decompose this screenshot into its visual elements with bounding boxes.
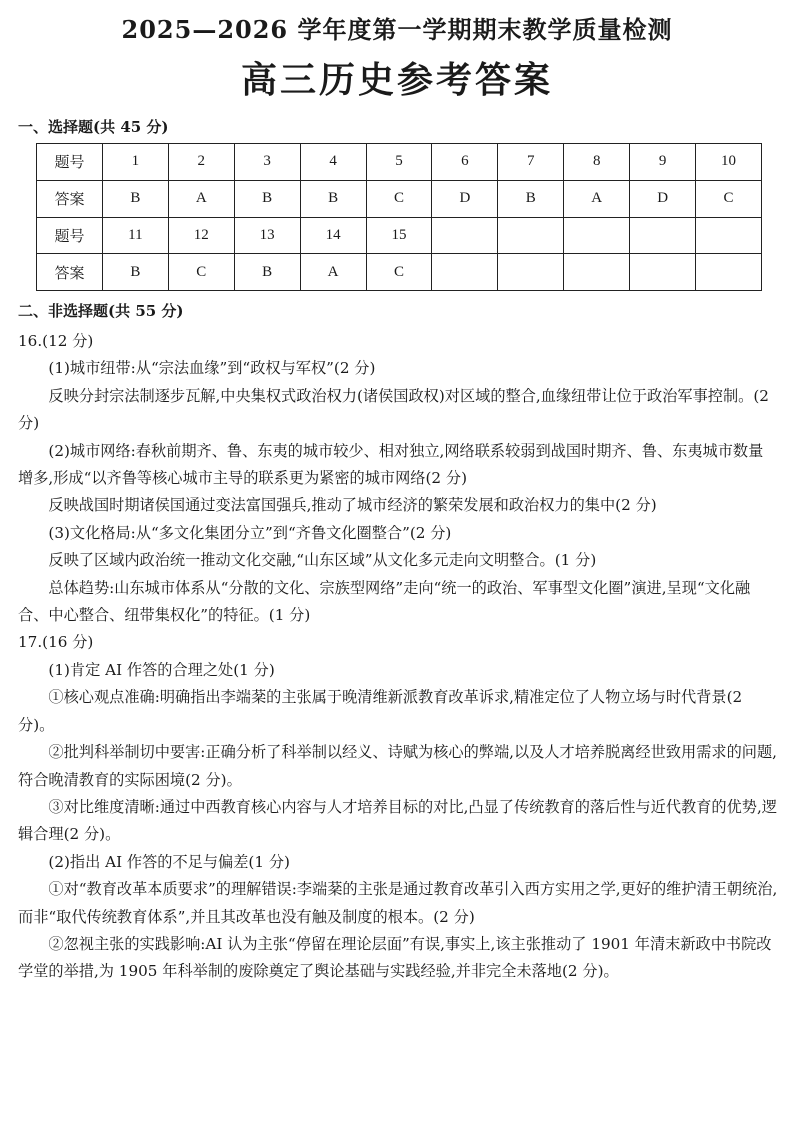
section-heading-nonchoice: 二、非选择题(共 55 分) <box>18 302 184 320</box>
table-cell: B <box>102 254 168 291</box>
answer-paragraph: ②批判科举制切中要害:正确分析了科举制以经义、诗赋为核心的弊端,以及人才培养脱离经世致用需求的问题,符合晚清教育的实际困境(2 分)。 <box>18 743 777 789</box>
table-cell: C <box>696 180 762 217</box>
answer-key-title: 高三历史参考答案 <box>240 59 553 101</box>
table-cell: A <box>168 180 234 217</box>
answer-paragraph: ①核心观点准确:明确指出李端棻的主张属于晚清维新派教育改革诉求,精准定位了人物立场与时代背景(2 分)。 <box>18 688 743 734</box>
table-cell <box>564 217 630 254</box>
table-cell: D <box>432 180 498 217</box>
answer-paragraph: ②忽视主张的实践影响:AI 认为主张“停留在理论层面”有误,事实上,该主张推动了 1901 年清末新政中书院改学堂的举措,为 1905 年科举制的废除奠定了舆论基础与实践经验,并非完全未落地(2 分)。 <box>18 934 772 981</box>
table-cell: D <box>630 180 696 217</box>
table-cell: 12 <box>168 217 234 254</box>
answer-paragraph: ①对“教育改革本质要求”的理解错误:李端棻的主张是通过教育改革引入西方实用之学,更好的维护清王朝统治,而非“取代传统教育体系”,并且其改革也没有触及制度的根本。(2 分) <box>18 880 778 926</box>
table-cell: 1 <box>102 144 168 181</box>
row-label: 答案 <box>37 180 103 217</box>
answer-paragraph: (2)城市网络:春秋前期齐、鲁、东夷的城市较少、相对独立,网络联系较弱到战国时期齐、鲁、东夷城市数量增多,形成“以齐鲁等核心城市主导的联系更为紧密的城市网络(2 分) <box>18 441 764 488</box>
table-cell: 14 <box>300 217 366 254</box>
table-cell: 11 <box>102 217 168 254</box>
table-cell <box>630 254 696 291</box>
question-number: 17.(16 分) <box>18 633 94 652</box>
answer-paragraph: (1)肯定 AI 作答的合理之处(1 分) <box>48 660 275 679</box>
table-cell: C <box>366 254 432 291</box>
row-label: 题号 <box>37 144 103 181</box>
table-row <box>37 254 762 291</box>
table-cell: 9 <box>630 144 696 181</box>
answer-paragraph: 反映战国时期诸侯国通过变法富国强兵,推动了城市经济的繁荣发展和政治权力的集中(2 分) <box>48 496 657 515</box>
exam-title: 2025—2026 学年度第一学期期末教学质量检测 <box>121 15 673 44</box>
table-cell: C <box>366 180 432 217</box>
table-cell: 2 <box>168 144 234 181</box>
table-cell <box>432 254 498 291</box>
table-cell: 7 <box>498 144 564 181</box>
table-cell: 3 <box>234 144 300 181</box>
answer-paragraph: (2)指出 AI 作答的不足与偏差(1 分) <box>48 852 290 871</box>
table-cell: A <box>300 254 366 291</box>
answer-paragraph: 反映了区域内政治统一推动文化交融,“山东区域”从文化多元走向文明整合。(1 分) <box>48 551 597 570</box>
row-label: 答案 <box>37 254 103 291</box>
answer-body <box>18 328 778 986</box>
answer-paragraph: 反映分封宗法制逐步瓦解,中央集权式政治权力(诸侯国政权)对区域的整合,血缘纽带让位于政治军事控制。(2 分) <box>18 386 769 433</box>
table-cell: 5 <box>366 144 432 181</box>
answer-paragraph: 总体趋势:山东城市体系从“分散的文化、宗族型网络”走向“统一的政治、军事型文化圈”演进,呈现“文化融合、中心整合、纽带集权化”的特征。(1 分) <box>18 578 751 625</box>
table-cell <box>498 217 564 254</box>
table-cell: B <box>102 180 168 217</box>
table-cell: 4 <box>300 144 366 181</box>
table-row <box>37 144 762 181</box>
table-cell: A <box>564 180 630 217</box>
table-cell <box>432 217 498 254</box>
table-cell: B <box>234 254 300 291</box>
table-row <box>37 217 762 254</box>
table-cell <box>564 254 630 291</box>
answer-paragraph: ③对比维度清晰:通过中西教育核心内容与人才培养目标的对比,凸显了传统教育的落后性与近代教育的优势,逻辑合理(2 分)。 <box>18 797 777 844</box>
section-heading-choice: 一、选择题(共 45 分) <box>18 118 169 136</box>
table-cell: 13 <box>234 217 300 254</box>
answer-paragraph: (1)城市纽带:从“宗法血缘”到“政权与军权”(2 分) <box>48 359 376 378</box>
answer-table <box>36 143 762 291</box>
table-cell: C <box>168 254 234 291</box>
table-cell: 8 <box>564 144 630 181</box>
table-cell: 10 <box>696 144 762 181</box>
table-cell: B <box>234 180 300 217</box>
table-cell: B <box>300 180 366 217</box>
question-number: 16.(12 分) <box>18 332 94 350</box>
row-label: 题号 <box>37 217 103 254</box>
answer-paragraph: (3)文化格局:从“多文化集团分立”到“齐鲁文化圈整合”(2 分) <box>48 523 452 542</box>
table-cell: 15 <box>366 217 432 254</box>
table-cell <box>696 217 762 254</box>
table-cell <box>498 254 564 291</box>
table-cell: B <box>498 180 564 217</box>
table-cell: 6 <box>432 144 498 181</box>
table-cell <box>630 217 696 254</box>
table-cell <box>696 254 762 291</box>
table-row <box>37 180 762 217</box>
